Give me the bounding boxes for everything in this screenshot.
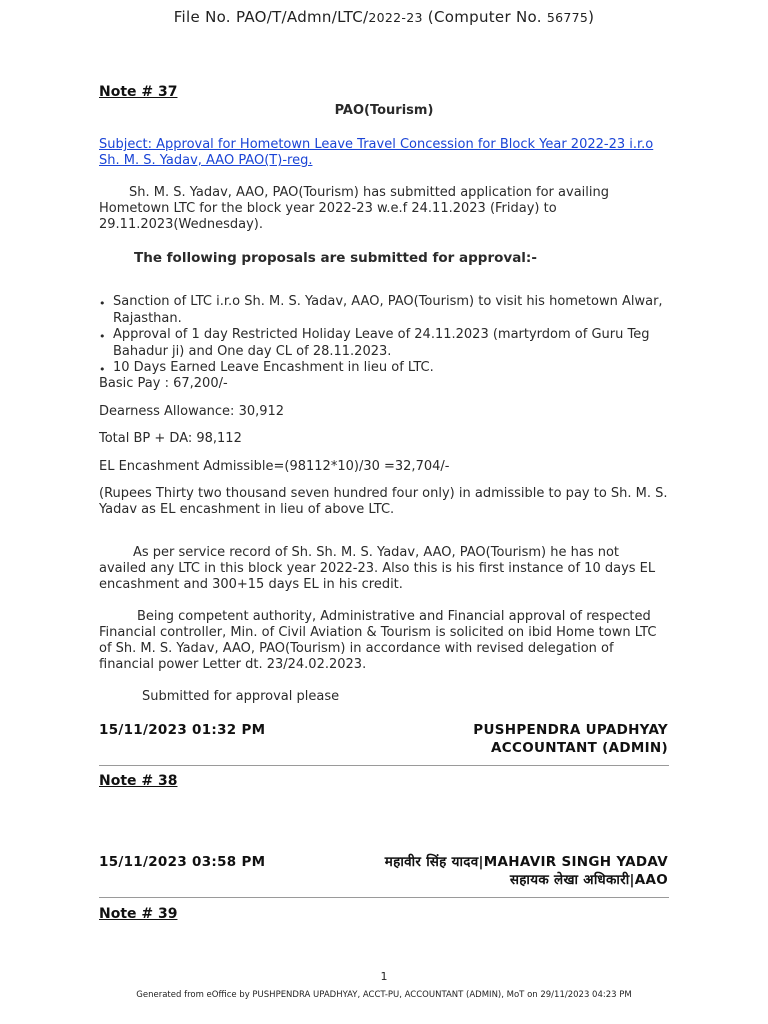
proposals-heading: The following proposals are submitted for approval:-: [134, 250, 537, 266]
submitted-line: Submitted for approval please: [142, 689, 340, 704]
computer-number: 56775: [546, 10, 589, 25]
computer-number-close: ): [588, 8, 595, 26]
note-38-title: Note # 38: [99, 773, 178, 789]
computer-number-label: (Computer No.: [422, 8, 547, 26]
subject-link[interactable]: Subject: Approval for Hometown Leave Travel Concession for Block Year 2022-23 i.r.o Sh. M. S. Yadav, AAO PAO(T)-reg.: [99, 137, 654, 168]
note-37-title: Note # 37: [99, 84, 178, 100]
signer-name: PUSHPENDRA UPADHYAY: [473, 722, 668, 738]
divider: [99, 897, 669, 898]
file-number-year: 2022-23: [368, 10, 423, 25]
rupees-paragraph: (Rupees Thirty two thousand seven hundred four only) in admissible to pay to Sh. M. S. Yadav as EL encashment in lieu of above LTC.: [99, 486, 668, 517]
basic-pay: Basic Pay : 67,200/-: [99, 376, 228, 391]
proposal-item: • 10 Days Earned Leave Encashment in lieu of LTC.: [99, 360, 669, 377]
total-bp-da: Total BP + DA: 98,112: [99, 431, 242, 446]
signer-role: ACCOUNTANT (ADMIN): [491, 740, 668, 756]
note-38-timestamp: 15/11/2023 03:58 PM: [99, 854, 266, 870]
proposal-item: • Approval of 1 day Restricted Holiday Leave of 24.11.2023 (martyrdom of Guru Teg Bahadur ji) and One day CL of 28.11.2023.: [99, 327, 669, 360]
intro-paragraph: Sh. M. S. Yadav, AAO, PAO(Tourism) has submitted application for availing Hometown LTC for the block year 2022-23 w.e.f 24.11.2023 (Friday) to 29.11.2023(Wednesday).: [99, 185, 609, 232]
signer-role: सहायक लेखा अधिकारी|AAO: [509, 872, 668, 888]
competent-authority-paragraph: Being competent authority, Administrative and Financial approval of respected Financial controller, Min. of Civil Aviation & Tourism is solicited on ibid Home town LTC of Sh. M. S. Yadav, AAO, PAO(Tourism) in accordance with revised delegation of financial power Letter dt. 23/24.02.2023.: [99, 609, 657, 672]
generated-footer: Generated from eOffice by PUSHPENDRA UPADHYAY, ACCT-PU, ACCOUNTANT (ADMIN), MoT on 29/11/2023 04:23 PM: [136, 990, 632, 1000]
proposals-list: [99, 294, 669, 377]
divider: [99, 765, 669, 766]
note-39-title: Note # 39: [99, 906, 178, 922]
note-37-signature: [473, 721, 668, 757]
service-record-paragraph: As per service record of Sh. Sh. M. S. Yadav, AAO, PAO(Tourism) he has not availed any LTC in this block year 2022-23. Also this is his first instance of 10 days EL encashment and 300+15 days EL in his credit.: [99, 545, 656, 592]
signer-name: महावीर सिंह यादव|MAHAVIR SINGH YADAV: [384, 854, 668, 870]
note-38-signature: [385, 853, 668, 889]
file-number-header: [0, 8, 768, 26]
office-name: PAO(Tourism): [334, 103, 434, 118]
proposal-item: • Sanction of LTC i.r.o Sh. M. S. Yadav, AAO, PAO(Tourism) to visit his hometown Alwar, Rajasthan.: [99, 294, 669, 327]
note-37-timestamp: 15/11/2023 01:32 PM: [99, 722, 266, 738]
page-number: 1: [380, 970, 388, 983]
el-encashment-formula: EL Encashment Admissible=(98112*10)/30 =32,704/-: [99, 459, 450, 474]
file-number-prefix: File No. PAO/T/Admn/LTC/: [173, 8, 369, 26]
dearness-allowance: Dearness Allowance: 30,912: [99, 404, 285, 419]
